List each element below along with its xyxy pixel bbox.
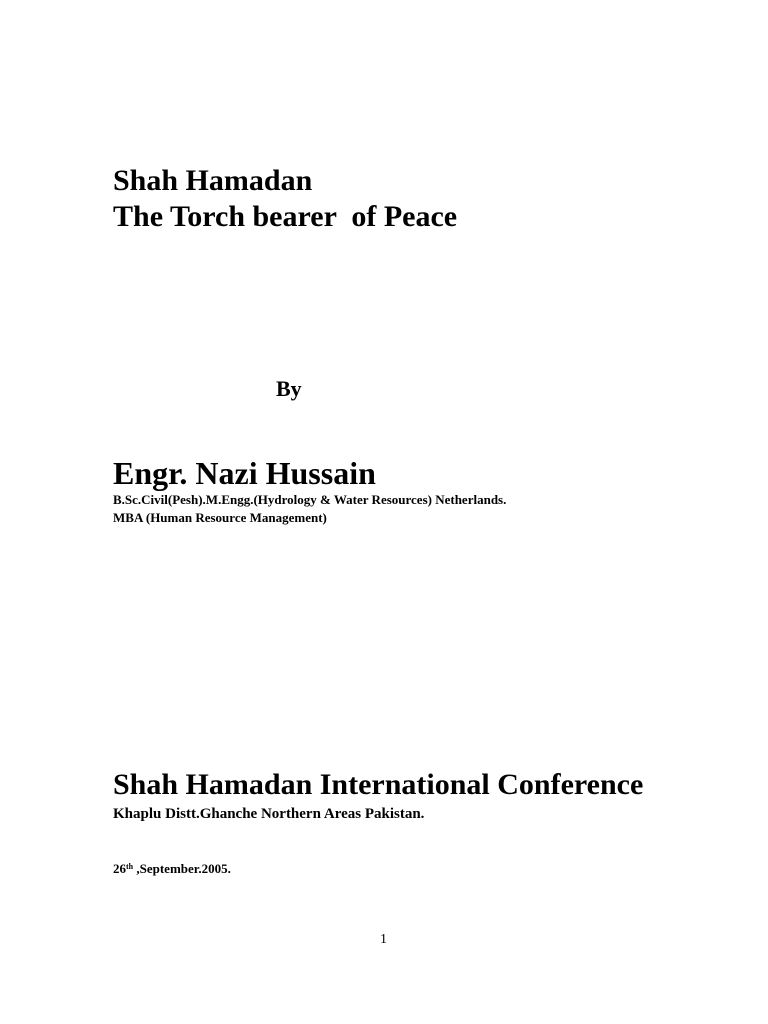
by-label: By [276, 376, 302, 401]
conference-name: Shah Hamadan International Conference [113, 768, 644, 801]
page-number: 1 [380, 932, 387, 947]
date-day-suffix: th [126, 862, 134, 871]
author-qualification-line1: B.Sc.Civil(Pesh).M.Engg.(Hydrology & Water Resources) Netherlands. [113, 492, 507, 507]
date-day: 26 [113, 861, 126, 876]
document-title-line2: The Torch bearer of Peace [113, 200, 458, 233]
document-date [113, 861, 231, 877]
author-qualification-line2: MBA (Human Resource Management) [113, 510, 327, 525]
document-title-line1: Shah Hamadan [113, 164, 313, 197]
author-name: Engr. Nazi Hussain [113, 455, 376, 491]
date-rest: ,September.2005. [133, 861, 231, 876]
conference-location: Khaplu Distt.Ghanche Northern Areas Pakistan. [113, 806, 425, 822]
